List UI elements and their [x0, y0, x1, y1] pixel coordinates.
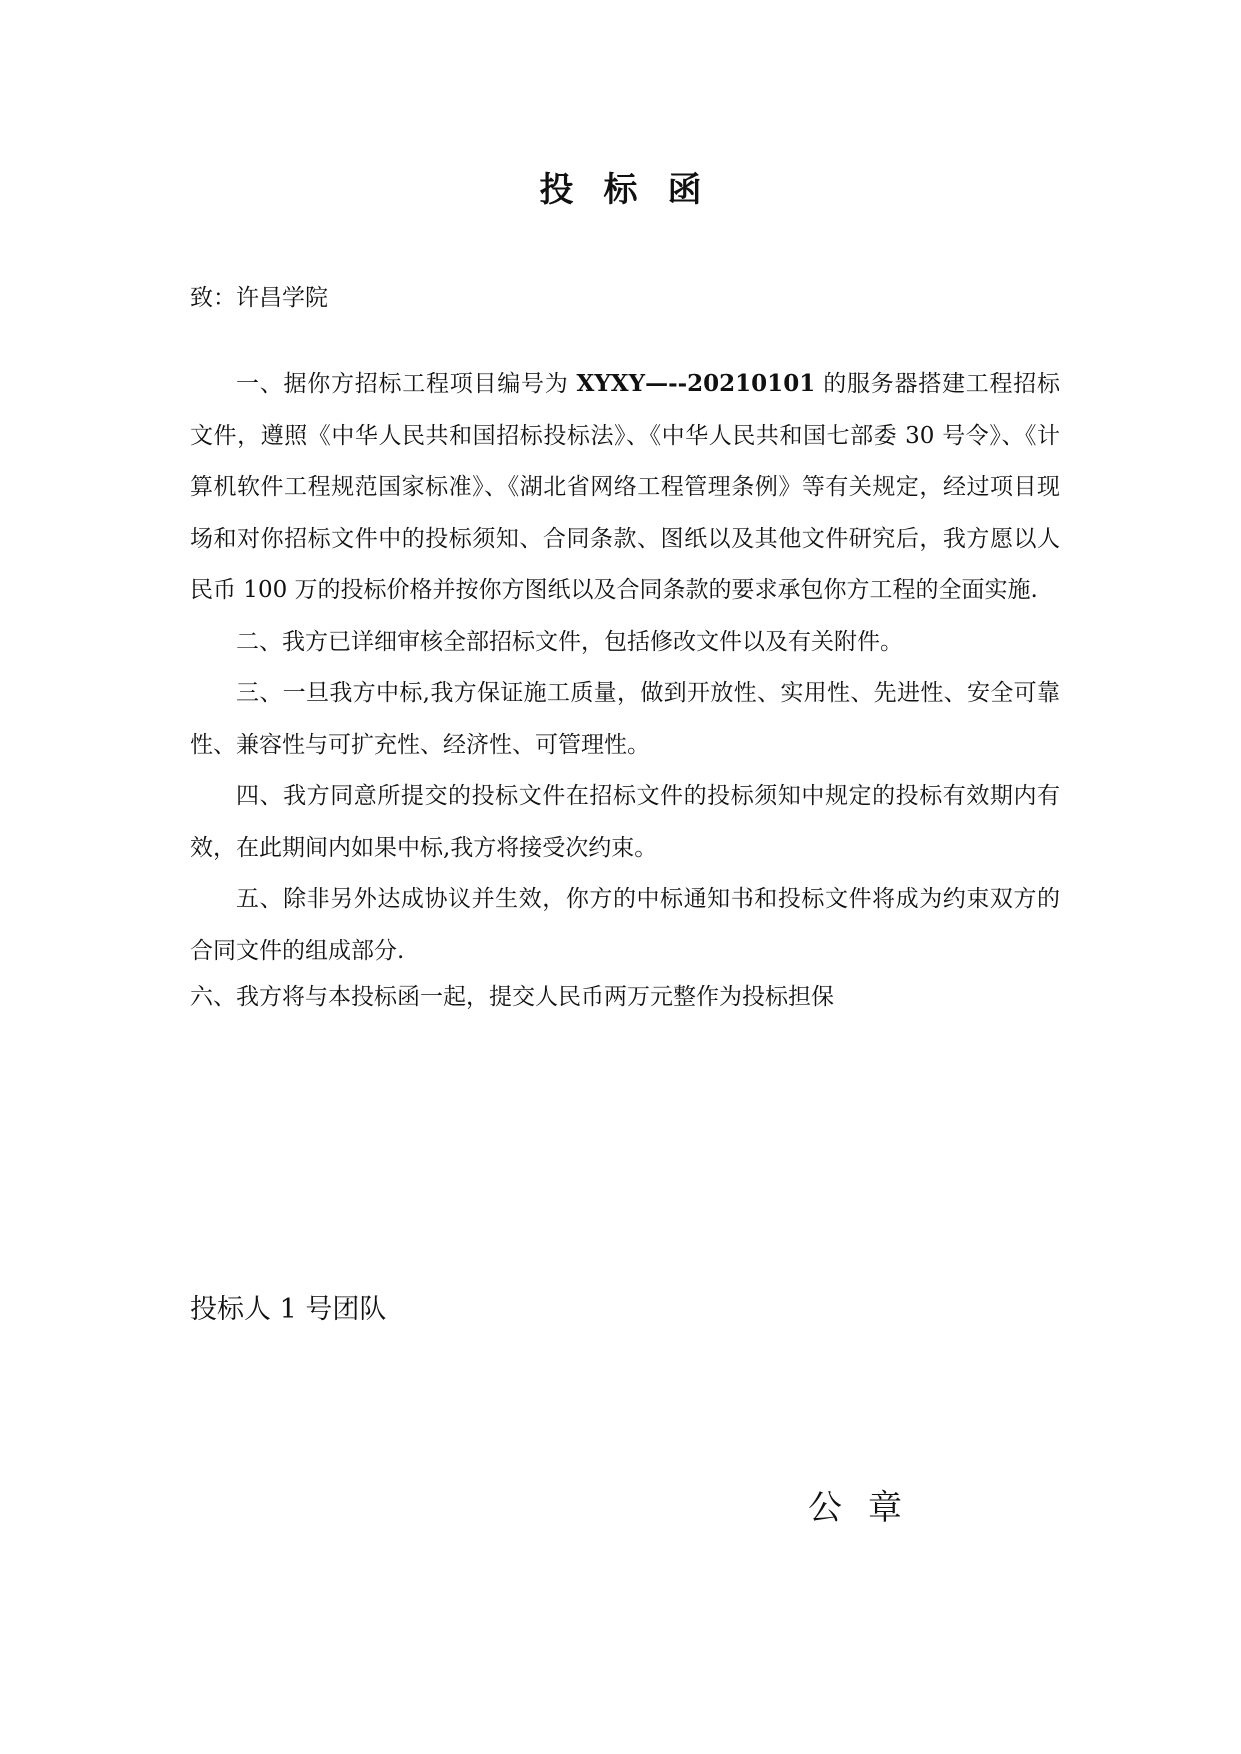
- paragraph-6: 六、我方将与本投标函一起，提交人民币两万元整作为投标担保: [190, 984, 834, 1010]
- paragraph-5: 五、除非另外达成协议并生效，你方的中标通知书和投标文件将成为约束双方的合同文件的组成部分.: [190, 886, 1060, 964]
- bidder-signature: 投标人 1 号团队: [190, 1294, 387, 1325]
- paragraph-1-rest: 的服务器搭建工程招标文件，遵照《中华人民共和国招标投标法》、《中华人民共和国七部委 30 号令》、《计算机软件工程规范国家标准》、《湖北省网络工程管理条例》等有关规定，经过项目现场和对你招标文件中的投标须知、合同条款、图纸以及其他文件研究后，我方愿以人民币 100 万的投标价格并按你方图纸以及合同条款的要求承包你方工程的全面实施.: [190, 371, 1061, 603]
- paragraph-2: 二、我方已详细审核全部招标文件，包括修改文件以及有关附件。: [236, 628, 903, 655]
- paragraph-3: 三、一旦我方中标,我方保证施工质量，做到开放性、实用性、先进性、安全可靠性、兼容性与可扩充性、经济性、可管理性。: [190, 680, 1060, 758]
- document-title: 投标函: [539, 170, 732, 210]
- addressee-line: 致：许昌学院: [190, 285, 328, 311]
- official-seal-label: 公章: [808, 1488, 928, 1528]
- paragraph-4: 四、我方同意所提交的投标文件在招标文件的投标须知中规定的投标有效期内有效，在此期间内如果中标,我方将接受次约束。: [190, 783, 1060, 861]
- paragraph-1-intro: 一、据你方招标工程项目编号为: [236, 371, 577, 397]
- paragraph-1: [190, 358, 1060, 617]
- letter-body: [190, 358, 1060, 1017]
- project-code: XYXY—--20210101: [576, 370, 816, 397]
